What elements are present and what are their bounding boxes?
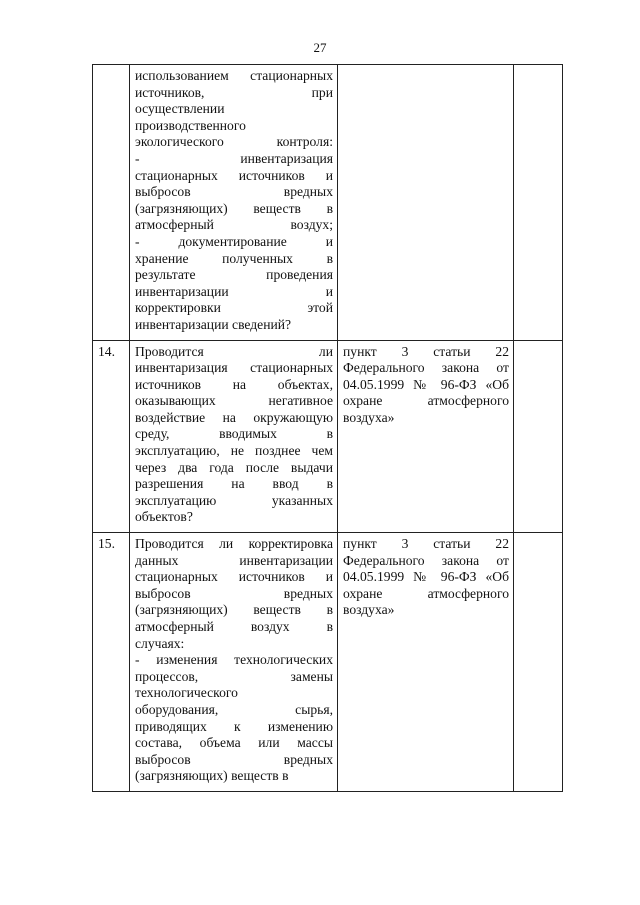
question-text-line: состава, объема или массы (135, 735, 333, 751)
question-text-line: случаях: (135, 635, 185, 651)
question-text-line: оказывающих негативное (135, 393, 333, 409)
question-text-line: атмосферный воздух; (135, 217, 333, 233)
question-text-line: осуществлении (135, 101, 225, 117)
reference-text-line: воздуха» (343, 602, 395, 618)
question-text-line: хранение полученных в (135, 250, 333, 266)
question-text-line: атмосферный воздух в (135, 619, 333, 634)
legal-reference-cell (338, 340, 514, 533)
requirements-table (92, 64, 563, 792)
reference-text-line: Федерального закона от (343, 552, 509, 568)
page-number: 27 (313, 40, 327, 55)
question-text-line: выбросов вредных (135, 751, 333, 767)
question-text-line: через два года после выдачи (135, 459, 333, 475)
question-text-line: использованием стационарных (135, 68, 333, 83)
question-text-line: Проводится ли (135, 343, 333, 359)
question-text-line: - изменения технологических (135, 652, 333, 668)
question-text-line: источников на объектах, (135, 376, 333, 392)
reference-text-line: 04.05.1999 № 96-ФЗ «Об (343, 376, 509, 392)
question-text-line: экологического контроля: (135, 134, 333, 150)
empty-cell (514, 533, 563, 792)
row-number-cell (93, 65, 130, 341)
legal-reference-cell (338, 533, 514, 792)
question-text-line: данных инвентаризации (135, 552, 333, 568)
reference-text-line: пункт 3 статьи 22 (343, 343, 509, 359)
question-text-line: (загрязняющих) веществ в (135, 200, 333, 216)
question-text-line: стационарных источников и (135, 569, 333, 585)
question-text-line: эксплуатацию указанных (135, 492, 333, 508)
question-text-line: результате проведения (135, 267, 333, 283)
question-cell (130, 340, 338, 533)
question-text-line: разрешения на ввод в (135, 476, 333, 492)
row-number-cell: 14. (93, 340, 130, 533)
question-text-line: среду, вводимых в (135, 426, 333, 442)
question-text-line: воздействие на окружающую (135, 409, 333, 425)
question-text-line: - инвентаризация (135, 150, 333, 166)
reference-text-line: охране атмосферного (343, 585, 509, 601)
table-row (93, 533, 563, 792)
question-text-line: процессов, замены (135, 668, 333, 684)
reference-text-line: пункт 3 статьи 22 (343, 536, 509, 552)
question-text-line: выбросов вредных (135, 585, 333, 601)
question-text-line: инвентаризации сведений? (135, 316, 292, 332)
question-cell (130, 65, 338, 341)
question-text-line: производственного (135, 117, 246, 133)
table-row (93, 340, 563, 533)
question-text-line: - документирование и (135, 233, 333, 249)
question-text-line: стационарных источников и (135, 167, 333, 183)
reference-text-line: охране атмосферного (343, 393, 509, 409)
question-text-line: технологического (135, 685, 238, 701)
question-text-line: выбросов вредных (135, 184, 333, 200)
reference-text-line: Федерального закона от (343, 360, 509, 376)
question-text-line: инвентаризация стационарных (135, 360, 333, 376)
question-text-line: корректировки этой (135, 300, 333, 316)
empty-cell (514, 340, 563, 533)
question-text-line: оборудования, сырья, (135, 701, 333, 717)
question-text-line: эксплуатацию, не позднее чем (135, 443, 333, 459)
question-text-line: Проводится ли корректировка (135, 536, 333, 552)
question-text-line: приводящих к изменению (135, 718, 333, 734)
question-text-line: (загрязняющих) веществ в (135, 768, 289, 784)
table-body (93, 65, 563, 792)
question-text-line: источников, при (135, 84, 333, 100)
reference-text-line: воздуха» (343, 409, 395, 425)
question-text-line: (загрязняющих) веществ в (135, 602, 333, 618)
question-text-line: объектов? (135, 509, 193, 525)
legal-reference-cell (338, 65, 514, 341)
empty-cell (514, 65, 563, 341)
table-row (93, 65, 563, 341)
question-cell (130, 533, 338, 792)
question-text-line: инвентаризации и (135, 283, 333, 299)
reference-text-line: 04.05.1999 № 96-ФЗ «Об (343, 569, 509, 585)
row-number-cell: 15. (93, 533, 130, 792)
